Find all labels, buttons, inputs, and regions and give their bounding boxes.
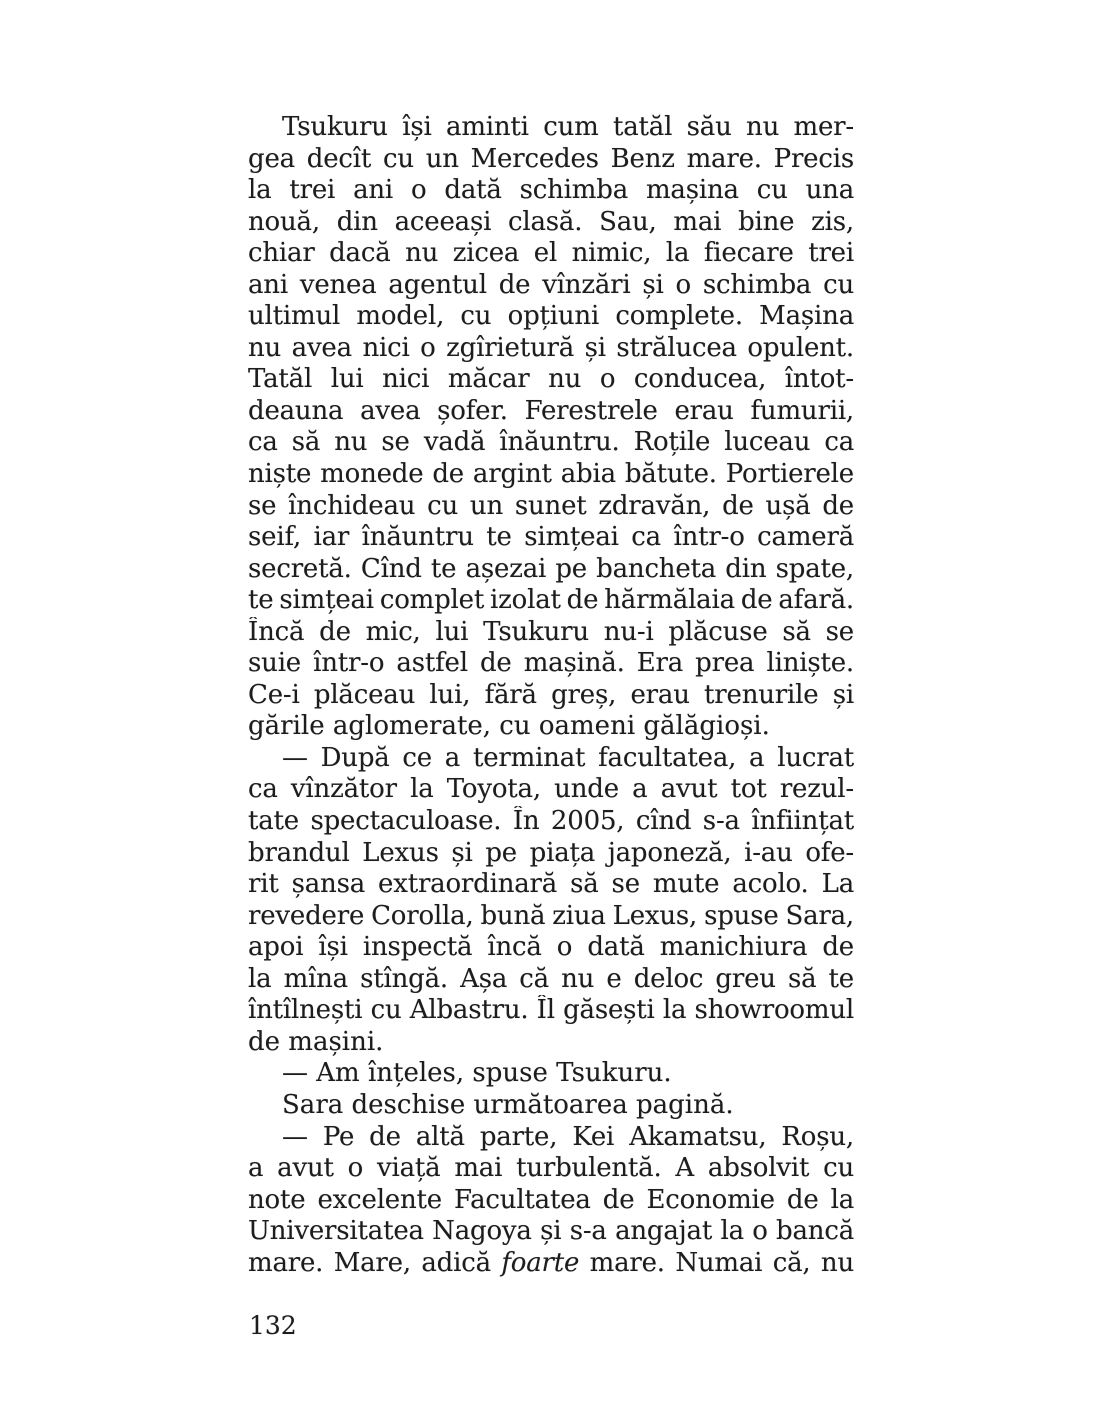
text-segment: tate spectaculoase. În 2005, cînd s-a înființat (248, 806, 854, 837)
text-segment: la trei ani o dată schimba mașina cu una (248, 175, 854, 206)
text-segment: Tatăl lui nici măcar nu o conducea, întot- (248, 364, 854, 395)
text-segment: te simțeai complet izolat de hărmălaia de afară. (248, 585, 854, 616)
text-line (248, 1248, 854, 1280)
text-segment: întîlnești cu Albastru. Îl găsești la showroomul (248, 995, 854, 1026)
text-line (248, 270, 854, 302)
text-line (248, 112, 854, 144)
text-line (248, 1122, 854, 1154)
text-segment: niște monede de argint abia bătute. Portierele (248, 459, 854, 490)
text-segment: nu avea nici o zgîrietură și strălucea opulent. (248, 332, 854, 363)
text-segment: note excelente Facultatea de Economie de la (248, 1184, 854, 1215)
text-line (248, 1153, 854, 1185)
page-number: 132 (249, 1311, 297, 1340)
text-segment: revedere Corolla, bună ziua Lexus, spuse Sara, (248, 900, 854, 931)
text-line (248, 175, 854, 207)
text-segment: gea decît cu un Mercedes Benz mare. Precis (248, 143, 854, 174)
text-line (248, 806, 854, 838)
text-line (248, 427, 854, 459)
text-line (248, 932, 854, 964)
text-line (248, 585, 854, 617)
text-segment: ani venea agentul de vînzări și o schimba cu (248, 269, 854, 300)
text-segment: la mîna stîngă. Așa că nu e deloc greu să te (248, 963, 854, 994)
text-line (248, 1216, 854, 1248)
text-line (248, 1058, 854, 1090)
text-line (248, 1027, 854, 1059)
text-line (248, 333, 854, 365)
text-segment: — Am înțeles, spuse Tsukuru. (282, 1058, 672, 1089)
text-segment: a avut o viață mai turbulentă. A absolvit cu (248, 1153, 854, 1184)
text-segment: apoi își inspectă încă o dată manichiura de (248, 932, 854, 963)
text-line (248, 301, 854, 333)
text-segment: Universitatea Nagoya și s-a angajat la o bancă (248, 1216, 854, 1247)
text-line (248, 491, 854, 523)
text-segment: mare. Numai că, nu (579, 1247, 854, 1278)
text-line (248, 711, 854, 743)
text-block (248, 112, 854, 1279)
text-line (248, 1090, 854, 1122)
italic-text: foarte (501, 1247, 580, 1278)
text-line (248, 1185, 854, 1217)
text-segment: suie într-o astfel de mașină. Era prea liniște. (248, 648, 854, 679)
text-segment: nouă, din aceeași clasă. Sau, mai bine zis, (248, 206, 854, 237)
text-line (248, 207, 854, 239)
text-line (248, 522, 854, 554)
text-line (248, 743, 854, 775)
text-line (248, 995, 854, 1027)
text-segment: ca să nu se vadă înăuntru. Roțile luceau ca (248, 427, 854, 458)
text-segment: ultimul model, cu opțiuni complete. Mașina (248, 301, 854, 332)
text-line (248, 554, 854, 586)
text-segment: Ce-i plăceau lui, fără greș, erau trenurile și (248, 679, 854, 710)
text-line (248, 869, 854, 901)
text-line (248, 617, 854, 649)
text-segment: chiar dacă nu zicea el nimic, la fiecare trei (248, 238, 854, 269)
text-segment: secretă. Cînd te așezai pe bancheta din spate, (248, 553, 854, 584)
text-segment: — După ce a terminat facultatea, a lucrat (282, 742, 854, 773)
text-line (248, 964, 854, 996)
text-line (248, 648, 854, 680)
text-segment: rit șansa extraordinară să se mute acolo. La (248, 869, 854, 900)
text-segment: deauna avea șofer. Ferestrele erau fumurii, (248, 395, 854, 426)
text-line (248, 838, 854, 870)
text-segment: brandul Lexus și pe piața japoneză, i-au ofe- (248, 837, 854, 868)
text-segment: de mașini. (248, 1026, 384, 1057)
text-segment: — Pe de altă parte, Kei Akamatsu, Roșu, (282, 1121, 854, 1152)
text-line (248, 396, 854, 428)
text-line (248, 680, 854, 712)
text-segment: Sara deschise următoarea pagină. (282, 1089, 734, 1120)
text-segment: Tsukuru își aminti cum tatăl său nu mer- (282, 112, 854, 142)
text-line (248, 238, 854, 270)
text-segment: se închideau cu un sunet zdravăn, de ușă de (248, 490, 854, 521)
text-segment: gările aglomerate, cu oameni gălăgioși. (248, 711, 770, 742)
text-line (248, 144, 854, 176)
text-segment: mare. Mare, adică (248, 1247, 502, 1278)
text-segment: ca vînzător la Toyota, unde a avut tot rezul- (248, 774, 854, 805)
text-line (248, 459, 854, 491)
text-line (248, 364, 854, 396)
text-segment: Încă de mic, lui Tsukuru nu-i plăcuse să se (248, 616, 854, 647)
text-line (248, 901, 854, 933)
text-line (248, 774, 854, 806)
text-segment: seif, iar înăuntru te simțeai ca într-o cameră (248, 522, 854, 553)
